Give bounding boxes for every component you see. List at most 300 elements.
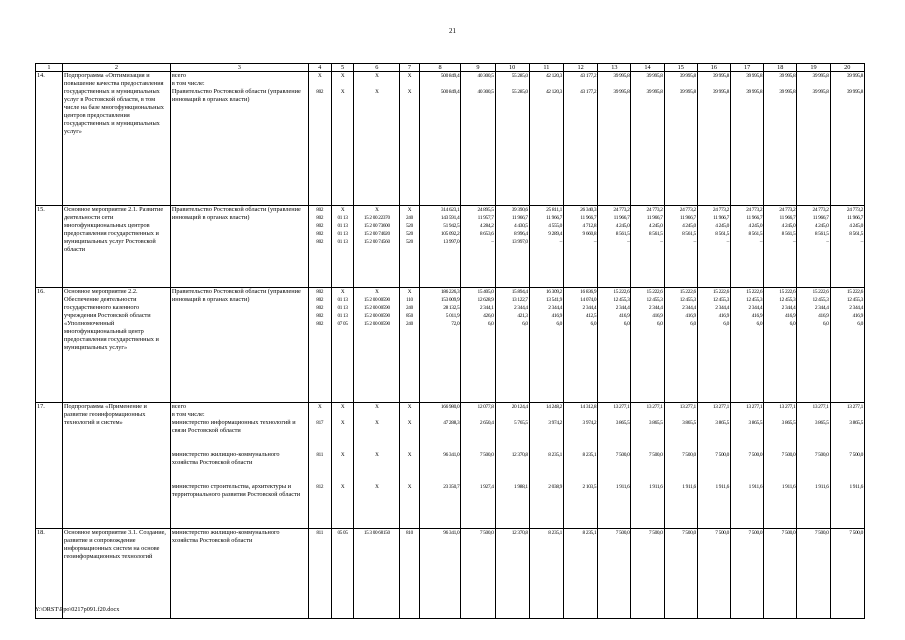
section-code-cell bbox=[331, 529, 354, 619]
column-number: 3 bbox=[170, 64, 308, 72]
amount-value: 7 500,0 bbox=[479, 530, 494, 536]
amount-cell bbox=[697, 529, 730, 619]
column-number: 18 bbox=[764, 64, 797, 72]
target-article-cell bbox=[354, 206, 400, 288]
amount-value: 39 390,6 bbox=[511, 207, 528, 213]
code-value: X bbox=[407, 452, 412, 458]
amount-value: 39 995,8 bbox=[613, 89, 630, 95]
table-row bbox=[36, 72, 865, 206]
amount-value: 11 966,7 bbox=[511, 215, 528, 221]
code-value bbox=[354, 80, 399, 88]
code-value: 811 bbox=[316, 452, 324, 458]
table-row bbox=[36, 403, 865, 529]
amount-value: 15 222,6 bbox=[846, 289, 863, 295]
amount-value: 2 344,4 bbox=[849, 305, 863, 311]
code-value: 01 13 bbox=[337, 313, 348, 319]
table-row bbox=[36, 288, 865, 403]
code-value: X bbox=[407, 207, 412, 213]
amount-value: 6,0 bbox=[756, 321, 763, 327]
code-value: 15 2 00 00590 bbox=[363, 313, 390, 319]
code-value: 520 bbox=[406, 223, 413, 229]
code-value: 811 bbox=[316, 530, 324, 536]
code-value: X bbox=[340, 289, 345, 295]
amount-value: 11 966,7 bbox=[646, 215, 663, 221]
amount-value: 43 177,2 bbox=[580, 73, 597, 79]
program-name-cell: Основное мероприятие 3.1. Создание, развитие и сопровождение информационных систем на основе геоинформационных технологий bbox=[62, 529, 170, 619]
amount-value: 15 222,6 bbox=[779, 289, 796, 295]
amount-value: 9 289,4 bbox=[548, 231, 563, 237]
code-value: 850 bbox=[406, 313, 413, 319]
amount-value: 7 500,0 bbox=[715, 530, 729, 536]
amount-cell bbox=[697, 72, 730, 206]
amount-value: 13 277,1 bbox=[712, 404, 729, 410]
amount-value: 55 285,0 bbox=[511, 89, 528, 95]
amount-value: 3 974,2 bbox=[548, 420, 563, 426]
amount-value: – bbox=[726, 239, 729, 245]
amount-value: 2 344,4 bbox=[814, 305, 829, 311]
column-number: 11 bbox=[529, 64, 563, 72]
amount-value: 26 340,3 bbox=[580, 207, 597, 213]
code-value: X bbox=[340, 452, 345, 458]
amount-value: 13 122,7 bbox=[511, 297, 528, 303]
amount-cell bbox=[598, 403, 631, 529]
code-value: 240 bbox=[406, 305, 413, 311]
amount-value: 39 995,8 bbox=[746, 73, 763, 79]
amount-value: 4 245,0 bbox=[849, 223, 863, 229]
code-value bbox=[309, 411, 331, 419]
amount-value: 40 300,5 bbox=[477, 89, 494, 95]
code-value: 802 bbox=[316, 239, 324, 245]
expense-type-cell bbox=[400, 206, 420, 288]
code-value: X bbox=[407, 404, 412, 410]
amount-value: 4 245,0 bbox=[715, 223, 729, 229]
amount-value: 2 344,1 bbox=[479, 305, 494, 311]
column-number: 2 bbox=[62, 64, 170, 72]
section-code-cell bbox=[331, 72, 354, 206]
amount-value: 186 226,3 bbox=[440, 289, 460, 295]
amount-cell bbox=[731, 529, 764, 619]
code-value: X bbox=[340, 404, 345, 410]
amount-value: 11 966,7 bbox=[847, 215, 863, 221]
code-value: 15 3 00 68150 bbox=[363, 530, 390, 536]
amount-cell bbox=[419, 403, 461, 529]
amount-cell bbox=[419, 529, 461, 619]
amount-value: 13 277,1 bbox=[846, 404, 863, 410]
amount-value: 9 660,8 bbox=[582, 231, 597, 237]
amount-cell bbox=[529, 288, 563, 403]
amount-cell bbox=[461, 206, 495, 288]
amount-value: 7 500,0 bbox=[682, 452, 696, 458]
code-value: 520 bbox=[406, 239, 413, 245]
amount-value: – bbox=[660, 239, 663, 245]
amount-value: – bbox=[793, 239, 796, 245]
amount-value bbox=[731, 411, 762, 419]
amount-value: 24 773,2 bbox=[613, 207, 630, 213]
amount-value: 2 344,4 bbox=[582, 305, 597, 311]
amount-cell bbox=[830, 206, 864, 288]
amount-value: 412,5 bbox=[585, 313, 597, 319]
amount-value: 416,9 bbox=[551, 313, 563, 319]
amount-value: 24 773,2 bbox=[812, 207, 829, 213]
amount-value: 5 011,9 bbox=[445, 313, 460, 319]
budget-table bbox=[35, 63, 865, 619]
code-value: X bbox=[375, 289, 379, 295]
code-value: 817 bbox=[316, 420, 324, 426]
column-number: 15 bbox=[664, 64, 697, 72]
amount-value: 421,3 bbox=[517, 313, 528, 319]
amount-value: 4 284,2 bbox=[479, 223, 494, 229]
amount-value: 1 911,6 bbox=[781, 484, 796, 490]
amount-value: 6,0 bbox=[789, 321, 796, 327]
amount-value: 416,9 bbox=[619, 313, 630, 319]
code-value: 05 05 bbox=[337, 530, 348, 536]
amount-value: 39 995,8 bbox=[812, 73, 829, 79]
amount-value: 8 235,1 bbox=[548, 530, 563, 536]
code-value: 15 2 00 00590 bbox=[363, 321, 390, 327]
amount-value: 47 288,3 bbox=[443, 420, 460, 426]
amount-value bbox=[665, 411, 696, 419]
code-value: X bbox=[340, 207, 345, 213]
table-row bbox=[36, 206, 865, 288]
amount-cell bbox=[598, 529, 631, 619]
code-value: X bbox=[340, 420, 345, 426]
code-value: 15 2 00 00590 bbox=[363, 297, 390, 303]
amount-value: 2 344,4 bbox=[781, 305, 796, 311]
amount-cell bbox=[631, 403, 664, 529]
amount-value: 6,0 bbox=[822, 321, 829, 327]
amount-value: 13 277,1 bbox=[779, 404, 796, 410]
amount-value: 4 245,0 bbox=[615, 223, 630, 229]
amount-value: 6,0 bbox=[723, 321, 729, 327]
amount-value bbox=[420, 411, 460, 419]
amount-value: 12 370,8 bbox=[511, 530, 528, 536]
amount-value: 13 277,1 bbox=[646, 404, 663, 410]
amount-value: 15 222,6 bbox=[613, 289, 630, 295]
code-value: X bbox=[375, 420, 379, 426]
code-value: X bbox=[375, 89, 379, 95]
amount-value: 12 455,3 bbox=[646, 297, 663, 303]
amount-cell bbox=[461, 288, 495, 403]
amount-value: 166 980,0 bbox=[440, 404, 460, 410]
amount-value: 24 773,2 bbox=[679, 207, 696, 213]
amount-cell bbox=[731, 288, 764, 403]
amount-cell bbox=[419, 206, 461, 288]
amount-value: 8 561,5 bbox=[814, 231, 829, 237]
amount-value: 72,0 bbox=[451, 321, 460, 327]
amount-cell bbox=[764, 72, 797, 206]
amount-value: 3 865,5 bbox=[781, 420, 796, 426]
amount-value: 7 500,0 bbox=[648, 452, 663, 458]
amount-cell bbox=[461, 529, 495, 619]
code-value: X bbox=[318, 73, 322, 79]
code-value: 802 bbox=[316, 313, 324, 319]
amount-value: 426,0 bbox=[483, 313, 494, 319]
amount-cell bbox=[731, 403, 764, 529]
amount-cell bbox=[731, 72, 764, 206]
amount-cell bbox=[529, 529, 563, 619]
amount-value: 28 132,5 bbox=[443, 305, 460, 311]
amount-value: 7 500,0 bbox=[615, 530, 630, 536]
amount-cell bbox=[419, 288, 461, 403]
expense-type-cell bbox=[400, 72, 420, 206]
amount-value bbox=[797, 80, 828, 88]
amount-value: 11 966,7 bbox=[580, 215, 597, 221]
amount-cell bbox=[797, 72, 830, 206]
amount-value bbox=[598, 80, 629, 88]
code-value: 01 13 bbox=[337, 215, 348, 221]
amount-value: 39 995,8 bbox=[779, 89, 796, 95]
amount-value: 7 500,0 bbox=[814, 530, 829, 536]
code-value: 802 bbox=[316, 289, 324, 295]
code-value: 802 bbox=[316, 215, 324, 221]
program-name-cell: Основное мероприятие 2.2. Обеспечение деятельности государственного казенного учреждения Ростовской области «Уполномоченный многофункциональный центр предоставления государственных и муниципальных услуг» bbox=[62, 288, 170, 403]
code-value: 15 2 00 74020 bbox=[363, 231, 390, 237]
executor-line: всего bbox=[171, 72, 187, 79]
amount-value: 2 344,4 bbox=[648, 305, 663, 311]
code-value: X bbox=[340, 89, 345, 95]
amount-value: 42 120,3 bbox=[545, 89, 563, 95]
amount-cell bbox=[598, 206, 631, 288]
amount-value: 8 561,5 bbox=[715, 231, 729, 237]
amount-value: 2 344,4 bbox=[748, 305, 763, 311]
amount-value: 11 966,7 bbox=[779, 215, 796, 221]
amount-value: 11 966,7 bbox=[713, 215, 729, 221]
code-value: X bbox=[407, 73, 412, 79]
amount-value: 7 500,0 bbox=[615, 452, 630, 458]
amount-value bbox=[698, 80, 729, 88]
amount-value: 24 773,2 bbox=[846, 207, 863, 213]
amount-value: 7 500,0 bbox=[781, 452, 796, 458]
amount-value: 13 277,1 bbox=[613, 404, 630, 410]
amount-cell bbox=[764, 206, 797, 288]
amount-value: 6,0 bbox=[487, 321, 494, 327]
amount-cell bbox=[598, 72, 631, 206]
code-value bbox=[354, 411, 399, 419]
amount-value: 416,9 bbox=[652, 313, 663, 319]
code-value bbox=[332, 411, 354, 419]
amount-cell bbox=[529, 403, 563, 529]
amount-value: 416,9 bbox=[685, 313, 696, 319]
code-value: X bbox=[407, 484, 412, 490]
amount-value: 15 894,4 bbox=[511, 289, 528, 295]
column-number: 13 bbox=[598, 64, 631, 72]
amount-value: 11 966,7 bbox=[812, 215, 829, 221]
amount-value: 12 455,3 bbox=[712, 297, 729, 303]
amount-cell bbox=[529, 72, 563, 206]
amount-value bbox=[764, 80, 795, 88]
amount-value: 51 942,5 bbox=[443, 223, 460, 229]
amount-value: 6,0 bbox=[656, 321, 663, 327]
amount-cell bbox=[697, 403, 730, 529]
code-value: 110 bbox=[406, 297, 413, 303]
amount-value: 39 995,8 bbox=[679, 73, 696, 79]
amount-value: 2 344,4 bbox=[682, 305, 696, 311]
code-value: 01 13 bbox=[337, 223, 348, 229]
code-value: X bbox=[407, 89, 412, 95]
amount-value: 8 561,5 bbox=[849, 231, 863, 237]
amount-value: 39 995,8 bbox=[712, 73, 729, 79]
amount-value: 39 995,8 bbox=[679, 89, 696, 95]
amount-value: 500 849,4 bbox=[440, 89, 460, 95]
amount-value: 3 865,5 bbox=[849, 420, 863, 426]
amount-value: 8 561,5 bbox=[615, 231, 630, 237]
amount-value: 7 500,0 bbox=[849, 530, 863, 536]
amount-value: 12 455,3 bbox=[779, 297, 796, 303]
amount-value: 39 995,8 bbox=[646, 73, 663, 79]
expense-type-cell bbox=[400, 529, 420, 619]
amount-value bbox=[530, 411, 562, 419]
amount-value bbox=[764, 411, 795, 419]
row-number-cell: 17. bbox=[36, 403, 63, 529]
amount-value bbox=[496, 80, 528, 88]
executor-line: министерство строительства, архитектуры и территориального развития Ростовской области bbox=[171, 483, 301, 498]
amount-value: 1 911,6 bbox=[849, 484, 863, 490]
amount-cell bbox=[830, 288, 864, 403]
executor-cell bbox=[170, 403, 308, 529]
amount-value bbox=[598, 411, 629, 419]
amount-cell bbox=[797, 529, 830, 619]
amount-value: 11 966,7 bbox=[679, 215, 696, 221]
amount-value: 8 235,1 bbox=[548, 452, 563, 458]
amount-value: 8 235,1 bbox=[582, 530, 597, 536]
amount-cell bbox=[797, 403, 830, 529]
amount-value: 416,9 bbox=[718, 313, 729, 319]
amount-cell bbox=[764, 529, 797, 619]
amount-value: 2 344,4 bbox=[514, 305, 528, 311]
amount-value: 7 500,0 bbox=[748, 452, 763, 458]
amount-value: 23 350,7 bbox=[443, 484, 460, 490]
code-value: 240 bbox=[406, 321, 413, 327]
amount-value: 1 911,6 bbox=[715, 484, 729, 490]
amount-value: 1 911,6 bbox=[682, 484, 696, 490]
amount-value: 4 245,0 bbox=[781, 223, 796, 229]
amount-cell bbox=[495, 403, 529, 529]
amount-value: 12 455,3 bbox=[812, 297, 829, 303]
amount-value: 11 966,7 bbox=[746, 215, 763, 221]
row-number-cell: 14. bbox=[36, 72, 63, 206]
amount-cell bbox=[631, 288, 664, 403]
amount-value: 39 995,8 bbox=[846, 73, 863, 79]
amount-value: 24 773,2 bbox=[712, 207, 729, 213]
code-value: 15 2 00 74560 bbox=[363, 239, 390, 245]
amount-value: 96 341,0 bbox=[443, 452, 460, 458]
amount-value bbox=[631, 80, 662, 88]
amount-value bbox=[420, 80, 460, 88]
executor-line: в том числе: bbox=[171, 411, 205, 418]
amount-value: 11 957,7 bbox=[477, 215, 494, 221]
code-value: 01 13 bbox=[337, 231, 348, 237]
amount-cell bbox=[731, 206, 764, 288]
amount-value: 6,0 bbox=[590, 321, 597, 327]
amount-cell bbox=[697, 206, 730, 288]
amount-cell bbox=[564, 529, 598, 619]
amount-value: 16 309,2 bbox=[545, 289, 563, 295]
executor-line: министерство жилищно-коммунального хозяйства Ростовской области bbox=[171, 451, 280, 466]
amount-cell bbox=[495, 206, 529, 288]
amount-value: 24 895,5 bbox=[477, 207, 494, 213]
amount-value: 40 300,5 bbox=[477, 73, 494, 79]
code-value: X bbox=[340, 484, 345, 490]
amount-cell bbox=[564, 403, 598, 529]
row-number-cell: 16. bbox=[36, 288, 63, 403]
target-article-cell bbox=[354, 403, 400, 529]
amount-cell bbox=[764, 288, 797, 403]
amount-value: 13 277,1 bbox=[679, 404, 696, 410]
amount-value bbox=[797, 411, 828, 419]
program-name-cell: Подпрограмма «Оптимизация и повышение качества предоставления государственных и муниципальных услуг в Ростовской области, в том числе на базе многофункциональных центров предоставления государственных и муниципальных услуг» bbox=[62, 72, 170, 206]
amount-value: 96 341,0 bbox=[443, 530, 460, 536]
amount-value: 39 995,8 bbox=[613, 73, 630, 79]
code-value: 01 13 bbox=[337, 305, 348, 311]
amount-cell bbox=[830, 403, 864, 529]
amount-value: 43 177,2 bbox=[580, 89, 597, 95]
executor-cell bbox=[170, 529, 308, 619]
amount-value: – bbox=[860, 239, 863, 245]
amount-value: 3 865,5 bbox=[814, 420, 829, 426]
amount-value: 8 561,5 bbox=[682, 231, 696, 237]
section-code-cell bbox=[331, 206, 354, 288]
amount-cell bbox=[419, 72, 461, 206]
amount-value bbox=[631, 411, 662, 419]
amount-value: 12 370,8 bbox=[511, 452, 528, 458]
expense-type-cell bbox=[400, 288, 420, 403]
column-number: 19 bbox=[797, 64, 830, 72]
section-code-cell bbox=[331, 403, 354, 529]
amount-value: – bbox=[627, 239, 630, 245]
amount-cell bbox=[664, 206, 697, 288]
code-value bbox=[400, 80, 419, 88]
amount-cell bbox=[461, 403, 495, 529]
amount-value bbox=[731, 80, 762, 88]
gr-code-cell bbox=[308, 206, 331, 288]
amount-value: 1 911,6 bbox=[748, 484, 763, 490]
code-value: 15 2 00 73600 bbox=[363, 223, 390, 229]
amount-value: 4 555,0 bbox=[548, 223, 563, 229]
code-value: 01 13 bbox=[337, 239, 348, 245]
amount-cell bbox=[697, 288, 730, 403]
amount-value bbox=[831, 411, 863, 419]
amount-value: 12 455,3 bbox=[679, 297, 696, 303]
amount-value: 2 344,4 bbox=[548, 305, 563, 311]
amount-value: 7 500,0 bbox=[479, 452, 494, 458]
amount-value: 12 628,9 bbox=[477, 297, 494, 303]
gr-code-cell bbox=[308, 529, 331, 619]
amount-value: 105 092,2 bbox=[440, 231, 460, 237]
column-number: 6 bbox=[354, 64, 400, 72]
code-value: 802 bbox=[316, 223, 324, 229]
column-number: 12 bbox=[564, 64, 598, 72]
amount-value: 314 623,1 bbox=[440, 207, 460, 213]
amount-value: 7 500,0 bbox=[748, 530, 763, 536]
amount-value: 20 124,4 bbox=[511, 404, 528, 410]
amount-value: 2 650,4 bbox=[479, 420, 494, 426]
amount-value: 7 500,0 bbox=[814, 452, 829, 458]
amount-value: 13 541,9 bbox=[545, 297, 563, 303]
amount-value bbox=[698, 411, 729, 419]
amount-value: 2 038,9 bbox=[548, 484, 563, 490]
amount-value: 4 430,5 bbox=[514, 223, 528, 229]
amount-value: 15 222,6 bbox=[712, 289, 729, 295]
amount-value: 24 773,2 bbox=[646, 207, 663, 213]
amount-cell bbox=[664, 72, 697, 206]
executor-line: министерство информационных технологий и связи Ростовской области bbox=[171, 419, 296, 434]
code-value: 802 bbox=[316, 321, 324, 327]
amount-value: 12 455,3 bbox=[613, 297, 630, 303]
code-value: X bbox=[318, 404, 322, 410]
amount-cell bbox=[664, 288, 697, 403]
amount-value: 14 248,2 bbox=[545, 404, 563, 410]
amount-value bbox=[564, 80, 596, 88]
